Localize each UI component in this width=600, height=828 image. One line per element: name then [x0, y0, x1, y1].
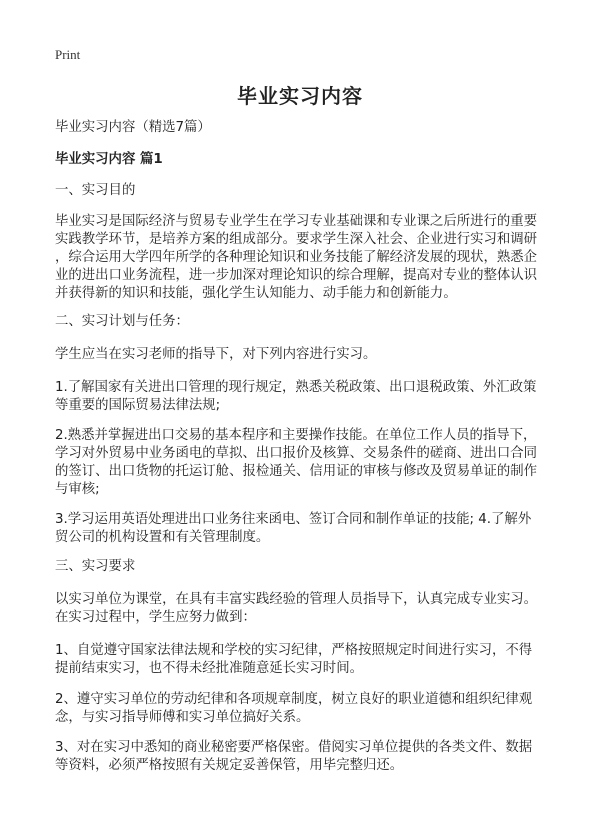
text-line: 1.了解国家有关进出口管理的现行规定，熟悉关税政策、出口退税政策、外汇政策 [55, 380, 537, 395]
text-line: 等重要的国际贸易法律法规; [55, 398, 221, 413]
list-item [55, 511, 555, 547]
heading-1 [55, 182, 555, 200]
text-line: 1、自觉遵守国家法律法规和学校的实习纪律，严格按照规定时间进行实习，不得 [55, 643, 533, 658]
text-line: 提前结束实习，也不得未经批准随意延长实习时间。 [55, 661, 363, 676]
text-line: 的签订、出口货物的托运订舱、报检通关、信用证的审核与修改及贸易单证的制作 [55, 464, 538, 479]
list-item [55, 642, 555, 678]
text-line: 2、遵守实习单位的劳动纪律和各项规章制度，树立良好的职业道德和组织纪律观 [55, 692, 533, 707]
text-line: 毕业实习是国际经济与贸易专业学生在学习专业基础课和专业课之后所进行的重要 [55, 214, 538, 229]
paragraph [55, 213, 555, 303]
text-line: 一、实习目的 [55, 183, 136, 198]
list-item [55, 691, 555, 727]
text-line: 念，与实习指导师傅和实习单位搞好关系。 [55, 710, 310, 725]
text-line: 3.学习运用英语处理进出口业务往来函电、签订合同和制作单证的技能; 4.了解外 [55, 512, 532, 527]
heading-3 [55, 558, 555, 576]
text-line: 二、实习计划与任务： [55, 314, 189, 329]
text-line: 并获得新的知识和技能，强化学生认知能力、动手能力和创新能力。 [55, 286, 457, 301]
text-line: 3、对在实习中悉知的商业秘密要严格保密。借阅实习单位提供的各类文件、数据 [55, 740, 533, 755]
subtitle: 毕业实习内容（精选7篇） [55, 120, 211, 135]
text-line: 三、实习要求 [55, 559, 136, 574]
text-line: 学习对外贸易中业务函电的草拟、出口报价及核算、交易条件的磋商、进出口合同 [55, 446, 538, 461]
text-line: 与审核; [55, 482, 100, 497]
list-item [55, 427, 555, 499]
text-line: 实践教学环节，是培养方案的组成部分。要求学生深入社会、企业进行实习和调研 [55, 232, 538, 247]
text-line: 以实习单位为课堂，在具有丰富实践经验的管理人员指导下，认真完成专业实习。 [55, 592, 538, 607]
print-link[interactable]: Print [55, 47, 81, 62]
text-line: 在实习过程中，学生应努力做到： [55, 610, 256, 625]
page-title: 毕业实习内容 [237, 84, 363, 108]
list-item [55, 379, 555, 415]
text-line: 等资料，必须严格按照有关规定妥善保管，用毕完整归还。 [55, 758, 404, 773]
text-line: 学生应当在实习老师的指导下，对下列内容进行实习。 [55, 347, 377, 362]
text-line: ，综合运用大学四年所学的各种理论知识和业务技能了解经济发展的现状，熟悉企 [55, 250, 538, 265]
text-line: 贸公司的机构设置和有关管理制度。 [55, 530, 270, 545]
paragraph [55, 591, 555, 627]
text-line: 业的进出口业务流程，进一步加深对理论知识的综合理解，提高对专业的整体认识 [55, 268, 538, 283]
heading-2 [55, 313, 555, 331]
text-line: 2.熟悉并掌握进出口交易的基本程序和主要操作技能。在单位工作人员的指导下， [55, 428, 537, 443]
paragraph [55, 346, 555, 364]
list-item [55, 739, 555, 775]
section-title: 毕业实习内容 篇1 [55, 152, 163, 167]
